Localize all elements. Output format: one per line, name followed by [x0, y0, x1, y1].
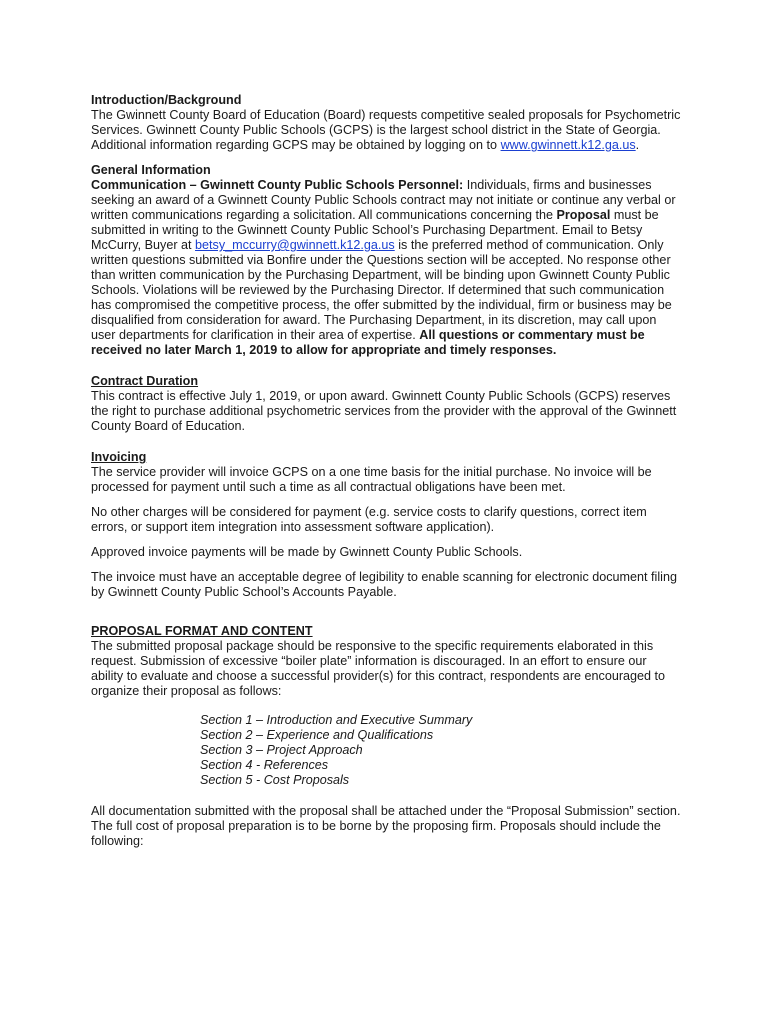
- general-info-heading: General Information: [91, 163, 211, 177]
- intro-text: The Gwinnett County Board of Education (Board) requests competitive sealed proposals for Psychometric Services. Gwinnett County Public Schools (GCPS) is the largest school district in the State of Georgia. Additional information regarding GCPS may be obtained by logging on to: [91, 108, 681, 152]
- proposal-word: Proposal: [556, 208, 611, 222]
- invoicing-paragraph-1: The service provider will invoice GCPS on a one time basis for the initial purchase. No invoice will be processed for payment until such a time as all contractual obligations have been met.: [91, 465, 652, 494]
- proposal-section-item: Section 4 - References: [200, 758, 329, 772]
- buyer-email-link[interactable]: betsy_mccurry@gwinnett.k12.ga.us: [195, 238, 395, 252]
- document-page: [91, 93, 681, 849]
- communication-text-3: is the preferred method of communication. Only written questions submitted via Bonfire under the Questions section will be accepted. No response other than written communication by the Purchasing Department, will be binding upon Gwinnett County Public Schools. Violations will be reviewed by the Purchasing Director. If determined that such communication has compromised the competitive process, the offer submitted by the individual, firm or business may be disqualified from consideration for award. The Purchasing Department, in its discretion, may call upon user departments for clarification in their area of expertise.: [91, 238, 672, 342]
- communication-text-1: Individuals, firms and businesses seeking an award of a Gwinnett County Public Schools contract may not initiate or continue any verbal or written communications regarding a solicitation. All communications concerning the: [91, 178, 676, 222]
- proposal-sections-list: [200, 713, 681, 788]
- proposal-section-item: Section 3 – Project Approach: [200, 743, 363, 757]
- questions-deadline: All questions or commentary must be received no later March 1, 2019 to allow for appropriate and timely responses.: [91, 328, 645, 357]
- invoicing-paragraph-2: No other charges will be considered for payment (e.g. service costs to clarify questions, correct item errors, or support item integration into assessment software application).: [91, 505, 647, 534]
- gcps-website-link[interactable]: www.gwinnett.k12.ga.us: [500, 138, 636, 152]
- communication-paragraph: [91, 178, 681, 358]
- proposal-section-item: Section 1 – Introduction and Executive Summary: [200, 713, 473, 727]
- proposal-closing-text: All documentation submitted with the proposal shall be attached under the “Proposal Submission” section. The full cost of proposal preparation is to be borne by the proposing firm. Proposals should include the following:: [91, 804, 681, 848]
- invoicing-paragraph-3: Approved invoice payments will be made by Gwinnett County Public Schools.: [91, 545, 523, 559]
- intro-after-link: .: [635, 138, 640, 152]
- intro-paragraph: [91, 108, 681, 153]
- invoicing-paragraph-4: The invoice must have an acceptable degree of legibility to enable scanning for electronic document filing by Gwinnett County Public School’s Accounts Payable.: [91, 570, 677, 599]
- communication-label: Communication – Gwinnett County Public Schools Personnel:: [91, 178, 464, 192]
- proposal-section-item: Section 5 - Cost Proposals: [200, 773, 350, 787]
- contract-duration-text: This contract is effective July 1, 2019, or upon award. Gwinnett County Public Schools (GCPS) reserves the right to purchase additional psychometric services from the provider with the approval of the Gwinnett County Board of Education.: [91, 389, 677, 433]
- intro-heading: Introduction/Background: [91, 93, 242, 107]
- proposal-format-text: The submitted proposal package should be responsive to the specific requirements elaborated in this request. Submission of excessive “boiler plate” information is discouraged. In an effort to ensure our ability to evaluate and choose a successful provider(s) for this contract, respondents are encouraged to organize their proposal as follows:: [91, 639, 666, 698]
- communication-text-2: must be submitted in writing to the Gwinnett County Public School’s Purchasing Department. Email to Betsy McCurry, Buyer at: [91, 208, 659, 252]
- proposal-format-heading: PROPOSAL FORMAT AND CONTENT: [91, 624, 313, 638]
- contract-duration-heading: Contract Duration: [91, 374, 199, 388]
- proposal-section-item: Section 2 – Experience and Qualifications: [200, 728, 434, 742]
- invoicing-heading: Invoicing: [91, 450, 147, 464]
